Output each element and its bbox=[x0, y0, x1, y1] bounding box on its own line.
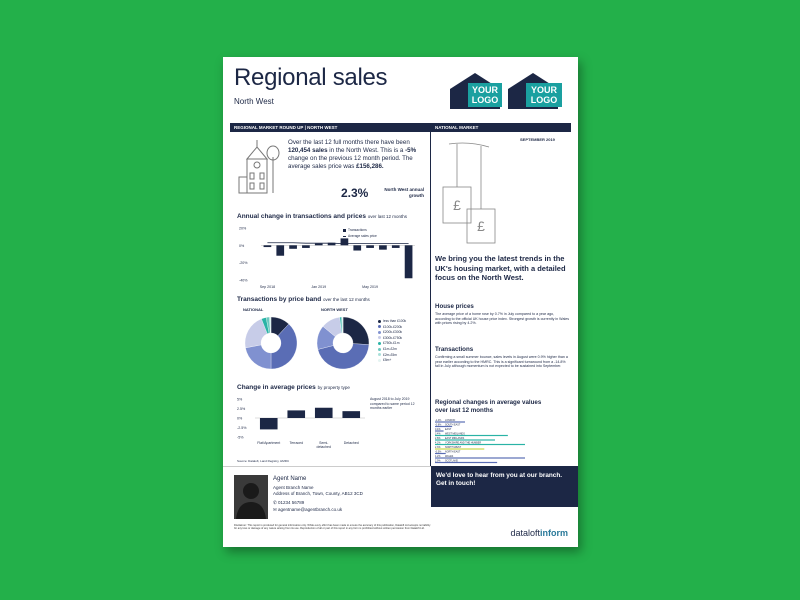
x-tick-label: Semi- bbox=[319, 441, 329, 445]
report-date: SEPTEMBER 2019 bbox=[520, 137, 555, 142]
pie-national bbox=[243, 315, 299, 371]
agent-address: Address of Branch, Town, County, AB12 3CD bbox=[273, 491, 363, 496]
regional-category-label: WALES bbox=[445, 454, 454, 458]
y-tick-label: 5% bbox=[237, 397, 243, 402]
regional-value-label: 2.9% bbox=[435, 459, 441, 463]
bar-transactions bbox=[392, 245, 400, 248]
x-tick-label: Sep 2018 bbox=[259, 285, 276, 289]
bar-transactions bbox=[379, 245, 387, 249]
bar-property-type bbox=[260, 418, 278, 429]
y-tick-label: 2.5% bbox=[237, 407, 246, 411]
regional-value-label: -0.8% bbox=[435, 423, 442, 427]
agent-phone[interactable]: ✆ 01234 56789 bbox=[273, 500, 305, 505]
pie-slice bbox=[245, 345, 271, 369]
cta-box: We'd love to hear from you at our branch. Get in touch! bbox=[431, 466, 578, 507]
regional-value-label: 2.8% bbox=[435, 436, 441, 440]
regional-category-label: SOUTH EAST bbox=[445, 423, 461, 427]
email-icon: ✉ bbox=[273, 507, 279, 512]
y-tick-label: 0% bbox=[239, 243, 245, 248]
agent-branch: Agent Branch Name bbox=[273, 485, 314, 490]
pie-legend-item: £300k-£750k bbox=[378, 336, 406, 340]
y-tick-label: 0% bbox=[237, 416, 243, 421]
agent-photo bbox=[234, 475, 268, 519]
regional-category-label: YORKSHIRE AND THE HUMBER bbox=[445, 441, 482, 445]
report-sheet bbox=[223, 57, 578, 547]
pie-slice bbox=[343, 317, 369, 345]
bar-transactions bbox=[315, 244, 323, 246]
house-prices-heading: House prices bbox=[435, 303, 474, 310]
bar-transactions bbox=[302, 245, 310, 248]
agent-email[interactable]: ✉ agentname@agentbranch.co.uk bbox=[273, 507, 343, 512]
legend-transactions: Transactions bbox=[343, 228, 367, 232]
annual-change-title: Annual change in transactions and prices over last 12 months bbox=[237, 213, 408, 220]
y-tick-label: -40% bbox=[239, 278, 248, 283]
pie-legend-item: £200k-£300k bbox=[378, 330, 406, 334]
property-type-title: Change in average prices by property type bbox=[237, 384, 350, 391]
regional-bar bbox=[435, 462, 497, 463]
regional-category-label: SCOTLAND bbox=[445, 459, 459, 463]
regional-value-label: 0.4% bbox=[435, 427, 441, 431]
pie-legend bbox=[378, 319, 406, 364]
page-subtitle: North West bbox=[234, 97, 274, 106]
source-note: Source: Dataloft, Land Registry, HMRC bbox=[237, 459, 290, 463]
bar-property-type bbox=[315, 408, 333, 418]
x-tick-label: Terraced bbox=[289, 441, 304, 445]
bar-transactions bbox=[366, 245, 374, 248]
x-tick-label: Jan 2019 bbox=[311, 285, 327, 289]
bar-transactions bbox=[353, 245, 361, 250]
pie-legend-item: £1m-£2m bbox=[378, 347, 406, 351]
svg-text:£: £ bbox=[453, 197, 461, 213]
bar-transactions bbox=[289, 245, 297, 248]
y-tick-label: -20% bbox=[239, 261, 248, 266]
phone-icon: ✆ bbox=[273, 500, 279, 505]
avatar-silhouette-icon bbox=[234, 475, 268, 519]
regional-category-label: NORTH EAST bbox=[445, 450, 461, 454]
pie-legend-item: £100k-£200k bbox=[378, 325, 406, 329]
x-tick-label: May 2019 bbox=[362, 285, 378, 289]
disclaimer: Disclaimer: This report is produced for general information only. While every effort has been made to ensure the accuracy of this publication, Dataloft Ltd accepts no liability for any loss or damage of any nature arising from its use. Reproduction of all or part of this report in any form is prohibited without written permission from Dataloft Ltd. bbox=[234, 524, 431, 531]
brand-mark: dataloftinform bbox=[510, 528, 568, 538]
pie-legend-item: less than £100k bbox=[378, 319, 406, 323]
regional-value-label: 2.3% bbox=[435, 445, 441, 449]
pie-legend-item: £750k-£1m bbox=[378, 341, 406, 345]
logo-text-2b: LOGO bbox=[530, 95, 558, 105]
svg-text:£: £ bbox=[477, 218, 485, 234]
bar-transactions bbox=[405, 245, 413, 278]
transactions-text: Confirming a small summer bounce, sales levels in August were 0.9% higher than a year earlier according to the HMRC. This is a significant turnaround from a -14.8% fall in July although momentum is not expected to be sustained into September. bbox=[435, 355, 568, 369]
logo-text-1a: YOUR bbox=[471, 85, 499, 95]
x-tick-label: Detached bbox=[343, 441, 359, 445]
property-type-chart bbox=[235, 395, 370, 453]
intro-paragraph: Over the last 12 full months there have been 120,454 sales in the North West. This is a -5% change on the previous 12 month period. The average sales price was £156,286. bbox=[288, 139, 417, 170]
regional-category-label: EAST bbox=[445, 427, 452, 431]
x-tick-label: detached bbox=[316, 445, 331, 449]
regional-changes-heading: Regional changes in average values over last 12 months bbox=[435, 399, 542, 414]
bar-transactions bbox=[276, 245, 284, 255]
regional-value-label: 4.2% bbox=[435, 454, 441, 458]
y-tick-label: -5% bbox=[237, 435, 244, 440]
regional-value-label: -0.5% bbox=[435, 450, 442, 454]
regional-category-label: NORTH WEST bbox=[445, 445, 462, 449]
bar-property-type bbox=[342, 411, 360, 418]
regional-category-label: EAST MIDLANDS bbox=[445, 436, 465, 440]
pie-legend-item: £5m+ bbox=[378, 358, 406, 362]
y-tick-label: -2.5% bbox=[237, 426, 247, 430]
transactions-heading: Transactions bbox=[435, 346, 474, 353]
regional-value-label: 4.2% bbox=[435, 441, 441, 445]
price-band-title: Transactions by price band over the last 12 months bbox=[237, 296, 370, 303]
regional-roundup-bar: REGIONAL MARKET ROUND UP | NORTH WEST bbox=[230, 123, 430, 132]
bar-transactions bbox=[341, 238, 349, 245]
column-divider bbox=[430, 123, 431, 466]
sale-signs-icon bbox=[439, 139, 514, 244]
logo-text-1b: LOGO bbox=[471, 95, 499, 105]
pie-label-national: NATIONAL bbox=[243, 307, 264, 312]
bar-transactions bbox=[264, 245, 272, 247]
page-title: Regional sales bbox=[234, 64, 388, 91]
growth-value: 2.3% bbox=[341, 186, 369, 200]
house-prices-text: The average price of a home rose by 0.7% in July compared to a year ago, according to the official UK house price index. Strongest growth is currently in Wales with prices rising by 4.2%. bbox=[435, 312, 570, 326]
regional-category-label: WEST MIDLANDS bbox=[445, 432, 465, 436]
growth-label: North West annual growth bbox=[384, 187, 424, 198]
regional-value-label: -1.4% bbox=[435, 418, 442, 422]
legend-avg-price: Average sales price bbox=[343, 234, 377, 238]
national-headline: We bring you the latest trends in the UK's housing market, with a detailed focus on the North West. bbox=[435, 254, 566, 282]
line-avg-price bbox=[267, 243, 408, 244]
pie-north-west bbox=[315, 315, 371, 371]
logo-text-2a: YOUR bbox=[530, 85, 558, 95]
logo-placeholders bbox=[448, 69, 564, 109]
bar-property-type bbox=[287, 410, 305, 418]
y-tick-label: 20% bbox=[239, 226, 247, 231]
regional-value-label: 3.4% bbox=[435, 432, 441, 436]
x-tick-label: Flat/Apartment bbox=[257, 441, 281, 445]
property-type-note: August 2018 to July 2019 compared to same period 12 months earlier bbox=[370, 397, 415, 410]
town-hall-icon bbox=[237, 137, 285, 197]
pie-legend-item: £2m-£5m bbox=[378, 353, 406, 357]
annual-change-chart bbox=[235, 222, 425, 290]
regional-category-label: LONDON bbox=[445, 418, 456, 422]
national-market-bar: NATIONAL MARKET bbox=[431, 123, 571, 132]
agent-name: Agent Name bbox=[273, 476, 307, 482]
pie-label-north-west: NORTH WEST bbox=[321, 307, 348, 312]
regional-changes-chart bbox=[435, 417, 570, 465]
